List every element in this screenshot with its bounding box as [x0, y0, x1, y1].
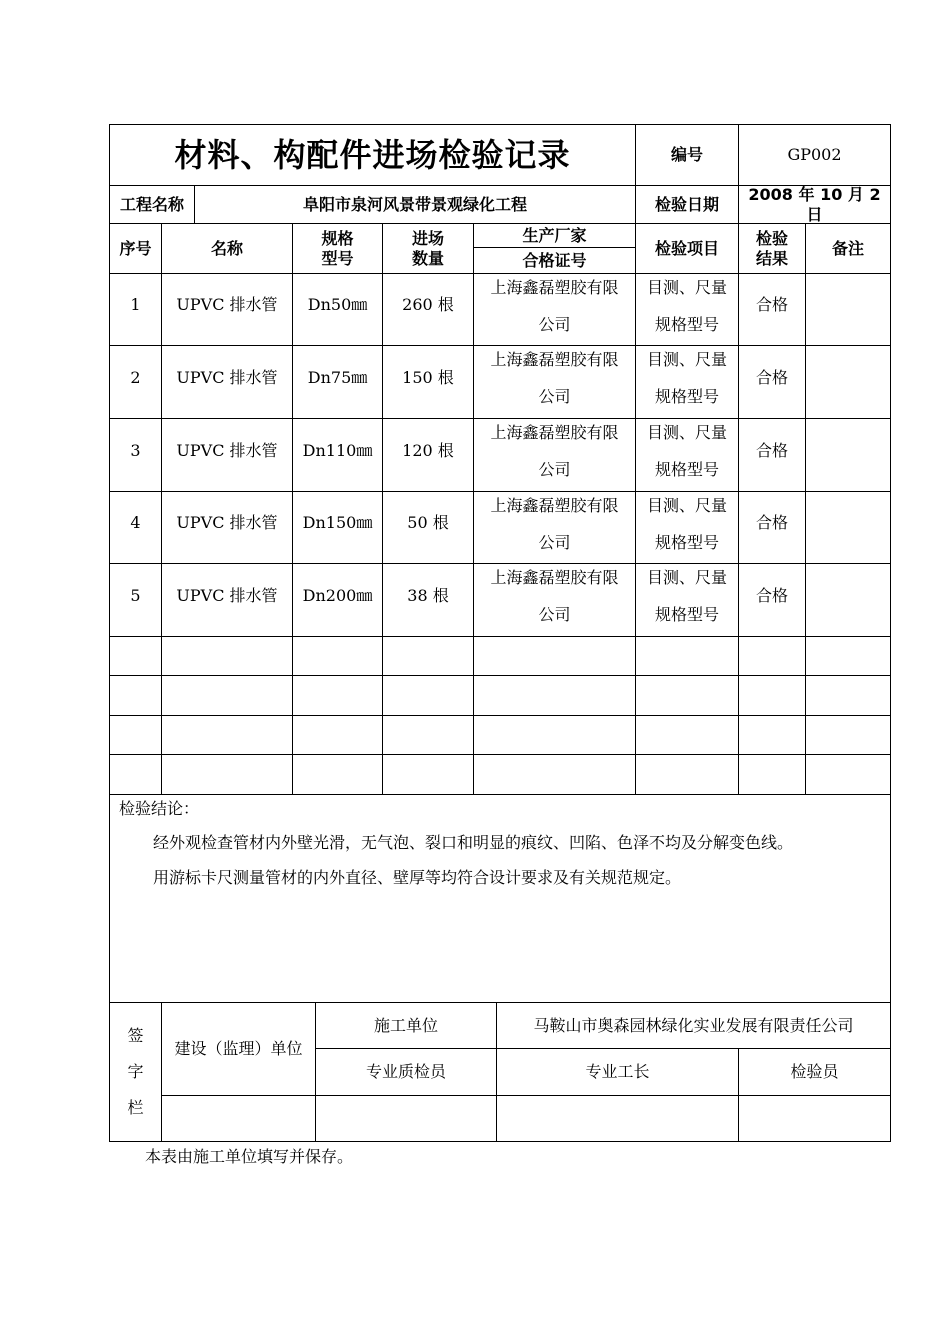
- footer-note: 本表由施工单位填写并保存。: [145, 1147, 354, 1166]
- col-header-qty-line2: 数量: [411, 248, 444, 268]
- inspector-label: 检验员: [790, 1062, 839, 1082]
- cell-remark: [806, 274, 890, 336]
- cell-remark: [806, 492, 890, 554]
- col-header-result: [739, 224, 805, 273]
- cell-item: [636, 559, 738, 633]
- contractor-value: 马鞍山市奥森园林绿化实业发展有限责任公司: [533, 1015, 854, 1035]
- cell-maker-line1: 上海鑫磊塑胶有限: [490, 496, 619, 515]
- cell-seq: 3: [130, 440, 141, 460]
- cell-name: UPVC 排水管: [176, 440, 278, 460]
- cell-item-line1: 目测、尺量: [646, 350, 727, 369]
- col-header-qty: [383, 224, 473, 273]
- cell-result: 合格: [755, 585, 788, 605]
- cell-maker: [474, 414, 635, 488]
- signature-side-char-3: 栏: [127, 1098, 144, 1117]
- number-value: GP002: [787, 145, 842, 165]
- project-label: 工程名称: [119, 194, 184, 214]
- grid-line: [161, 1095, 891, 1096]
- cell-maker-line1: 上海鑫磊塑胶有限: [490, 423, 619, 442]
- cell-item-line1: 目测、尺量: [646, 568, 727, 587]
- cell-qty: 260 根: [402, 295, 454, 315]
- col-header-spec-line2: 型号: [321, 248, 354, 268]
- grid-line: [109, 754, 891, 755]
- cell-remark: [806, 346, 890, 409]
- cell-maker-line1: 上海鑫磊塑胶有限: [490, 350, 619, 369]
- cell-item-line2: 规格型号: [654, 533, 719, 552]
- project-value: 阜阳市泉河风景带景观绿化工程: [302, 194, 527, 214]
- foreman-label: 专业工长: [585, 1062, 650, 1082]
- cell-name: UPVC 排水管: [176, 585, 278, 605]
- col-header-qty-line1: 进场: [411, 229, 444, 249]
- date-value: 2008 年 10 月 2 日: [748, 185, 881, 224]
- cell-qty: 150 根: [402, 367, 454, 387]
- cell-result: 合格: [755, 440, 788, 460]
- col-header-spec-line1: 规格: [321, 229, 354, 249]
- cell-spec: Dn200㎜: [302, 585, 373, 605]
- signature-side-label: [110, 1003, 161, 1141]
- signature-side-char-2: 字: [127, 1062, 144, 1081]
- col-header-result-line2: 结果: [755, 248, 788, 268]
- cell-result: 合格: [755, 295, 788, 315]
- cell-spec: Dn50㎜: [307, 295, 368, 315]
- cell-result: 合格: [755, 513, 788, 533]
- col-header-result-line1: 检验: [755, 229, 788, 249]
- cell-remark: [806, 564, 890, 627]
- cell-maker-line2: 公司: [538, 460, 571, 479]
- col-header-cert: 合格证号: [522, 250, 587, 270]
- col-header-maker: 生产厂家: [522, 225, 587, 245]
- cell-maker-line2: 公司: [538, 315, 571, 334]
- cell-qty: 120 根: [402, 440, 454, 460]
- owner-unit-label: 建设（监理）单位: [174, 1039, 303, 1059]
- cell-item-line1: 目测、尺量: [646, 496, 727, 515]
- cell-item: [636, 341, 738, 415]
- col-header-spec: [293, 224, 382, 273]
- cell-maker-line1: 上海鑫磊塑胶有限: [490, 568, 619, 587]
- cell-item-line2: 规格型号: [654, 460, 719, 479]
- cell-maker-line1: 上海鑫磊塑胶有限: [490, 278, 619, 297]
- cell-seq: 2: [130, 367, 141, 387]
- qc-label: 专业质检员: [365, 1062, 446, 1082]
- cell-spec: Dn75㎜: [307, 367, 368, 387]
- signature-side-char-1: 签: [127, 1026, 144, 1045]
- conclusion-line-1: 经外观检查管材内外壁光滑，无气泡、裂口和明显的痕纹、凹陷、色泽不均及分解变色线。: [153, 833, 794, 852]
- col-header-item: 检验项目: [654, 238, 719, 258]
- col-header-seq: 序号: [119, 238, 152, 258]
- cell-name: UPVC 排水管: [176, 367, 278, 387]
- cell-maker-line2: 公司: [538, 533, 571, 552]
- grid-line: [109, 675, 891, 676]
- cell-maker-line2: 公司: [538, 605, 571, 624]
- cell-maker: [474, 269, 635, 343]
- cell-seq: 5: [130, 585, 141, 605]
- contractor-label: 施工单位: [373, 1015, 438, 1035]
- grid-line: [109, 1141, 891, 1142]
- conclusion-line-2: 用游标卡尺测量管材的内外直径、壁厚等均符合设计要求及有关规范规定。: [153, 868, 682, 887]
- grid-line: [109, 636, 891, 637]
- cell-maker: [474, 559, 635, 633]
- cell-maker: [474, 341, 635, 415]
- cell-item-line2: 规格型号: [654, 387, 719, 406]
- cell-maker: [474, 487, 635, 561]
- cell-maker-line2: 公司: [538, 387, 571, 406]
- cell-item-line1: 目测、尺量: [646, 423, 727, 442]
- number-label: 编号: [670, 145, 703, 165]
- date-label: 检验日期: [654, 194, 719, 214]
- page-title: 材料、构配件进场检验记录: [174, 135, 571, 174]
- col-header-remark: 备注: [831, 238, 864, 258]
- cell-item: [636, 487, 738, 561]
- col-header-name: 名称: [210, 238, 243, 258]
- cell-qty: 38 根: [407, 585, 449, 605]
- cell-item-line1: 目测、尺量: [646, 278, 727, 297]
- cell-item-line2: 规格型号: [654, 605, 719, 624]
- cell-spec: Dn110㎜: [302, 440, 373, 460]
- grid-line: [109, 715, 891, 716]
- grid-line: [890, 124, 891, 1142]
- cell-name: UPVC 排水管: [176, 295, 278, 315]
- cell-name: UPVC 排水管: [176, 513, 278, 533]
- cell-item: [636, 269, 738, 343]
- grid-line: [109, 794, 891, 795]
- cell-seq: 4: [130, 513, 141, 533]
- cell-seq: 1: [130, 295, 141, 315]
- cell-result: 合格: [755, 367, 788, 387]
- cell-item-line2: 规格型号: [654, 315, 719, 334]
- cell-spec: Dn150㎜: [302, 513, 373, 533]
- conclusion-label: 检验结论：: [119, 799, 200, 818]
- cell-qty: 50 根: [407, 513, 449, 533]
- cell-item: [636, 414, 738, 488]
- cell-remark: [806, 419, 890, 482]
